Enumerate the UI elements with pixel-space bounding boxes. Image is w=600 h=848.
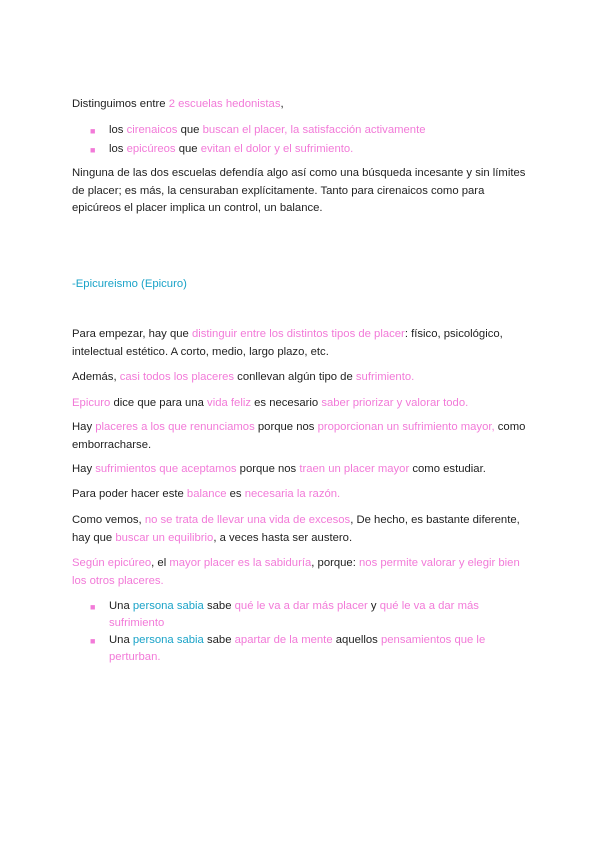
text: los <box>109 143 127 155</box>
text: los <box>109 124 127 136</box>
text: como estudiar. <box>409 463 486 475</box>
text: Hay <box>72 463 96 475</box>
intro-paragraph <box>72 96 532 114</box>
highlight: sufrimientos que aceptamos <box>95 463 237 475</box>
highlight-blue: persona sabia <box>132 600 204 612</box>
highlight: balance <box>186 488 227 500</box>
highlight: pensamientos que le perturban. <box>109 634 486 663</box>
para-poder <box>72 486 532 504</box>
highlight: evitan el dolor y el sufrimiento. <box>200 143 354 155</box>
highlight: qué le va a dar más placer <box>234 600 368 612</box>
para-ademas <box>72 369 532 387</box>
text: que <box>177 124 203 136</box>
intro-highlight: 2 escuelas hedonistas <box>168 98 281 110</box>
highlight: Según epicúreo <box>72 557 152 569</box>
highlight: Epicuro <box>72 397 111 409</box>
highlight: cirenaicos <box>126 124 178 136</box>
intro-text-end: , <box>280 98 284 110</box>
para-epicuro <box>72 395 532 413</box>
highlight: casi todos los placeres <box>119 371 235 383</box>
text: Para poder hacer este <box>72 488 187 500</box>
text: Hay <box>72 421 96 433</box>
intro-text: Distinguimos entre <box>72 98 169 110</box>
bullet-persona-sabia-2 <box>109 632 529 666</box>
text: es necesario <box>251 397 322 409</box>
bullet-epicureos <box>109 141 529 158</box>
text: , porque: <box>311 557 359 569</box>
bullet-persona-sabia-1 <box>109 598 529 632</box>
highlight: mayor placer es la sabiduría <box>169 557 312 569</box>
highlight: buscar un equilibrio <box>115 531 214 544</box>
highlight: saber priorizar y valorar todo. <box>321 397 469 409</box>
highlight: traen un placer mayor <box>299 463 410 475</box>
para-empezar <box>72 326 532 361</box>
para-como-vemos <box>72 512 532 547</box>
highlight-blue: persona sabia <box>132 634 204 646</box>
text: : físico, psicológico, intelectual estético. A corto, medio, largo plazo, etc. <box>72 328 503 358</box>
text: sabe <box>203 634 235 646</box>
para-hay-sufrimientos <box>72 461 532 479</box>
text: Para empezar, hay que <box>72 328 192 340</box>
highlight: placeres a los que renunciamos <box>95 421 255 433</box>
highlight: proporcionan un sufrimiento mayor, <box>317 421 495 433</box>
highlight: necesaria la razón. <box>244 488 341 500</box>
bullet-icon: ■ <box>90 145 96 155</box>
text: aquellos <box>332 634 381 646</box>
bullet-icon: ■ <box>90 602 96 612</box>
text: porque nos <box>236 463 300 475</box>
highlight: no se trata de llevar una vida de excesos <box>144 514 351 526</box>
text: Como vemos, <box>72 514 145 526</box>
text: , De hecho, es bastante diferente, hay que <box>72 514 520 544</box>
text: Una <box>109 634 133 646</box>
text: , a veces hasta ser austero. <box>213 531 353 544</box>
para-ninguna: Ninguna de las dos escuelas defendía algo así como una búsqueda incesante y sin límites de placer; es más, la censuraban explícitamente. Tanto para cirenaicos como para epicúreos el placer implica un control, un balance. <box>72 167 526 214</box>
highlight: buscan el placer, la satisfacción activamente <box>202 124 426 136</box>
bullet-icon: ■ <box>90 126 96 136</box>
bullet-icon: ■ <box>90 636 96 646</box>
text: y <box>367 600 380 612</box>
text: que <box>175 143 201 155</box>
highlight: vida feliz <box>207 397 251 409</box>
text: sabe <box>203 600 235 612</box>
bullet-cirenaicos <box>109 122 529 139</box>
highlight: epicúreos <box>126 143 176 155</box>
highlight: apartar de la mente <box>234 634 333 646</box>
highlight: sufrimiento. <box>355 371 415 383</box>
text: dice que para una <box>110 397 208 409</box>
text: es <box>226 488 245 500</box>
para-hay-placeres <box>72 419 532 454</box>
highlight: nos permite valorar y elegir bien los otros placeres. <box>72 557 520 587</box>
highlight: qué le va a dar más sufrimiento <box>109 600 479 629</box>
text: Una <box>109 600 133 612</box>
para-segun <box>72 555 532 590</box>
text: conllevan algún tipo de <box>234 371 356 383</box>
text: , el <box>151 557 170 569</box>
section-heading: -Epicureismo (Epicuro) <box>72 278 187 290</box>
text: como emborracharse. <box>72 421 526 451</box>
text: Además, <box>72 371 120 383</box>
highlight: distinguir entre los distintos tipos de placer <box>191 328 405 340</box>
text: porque nos <box>254 421 318 433</box>
